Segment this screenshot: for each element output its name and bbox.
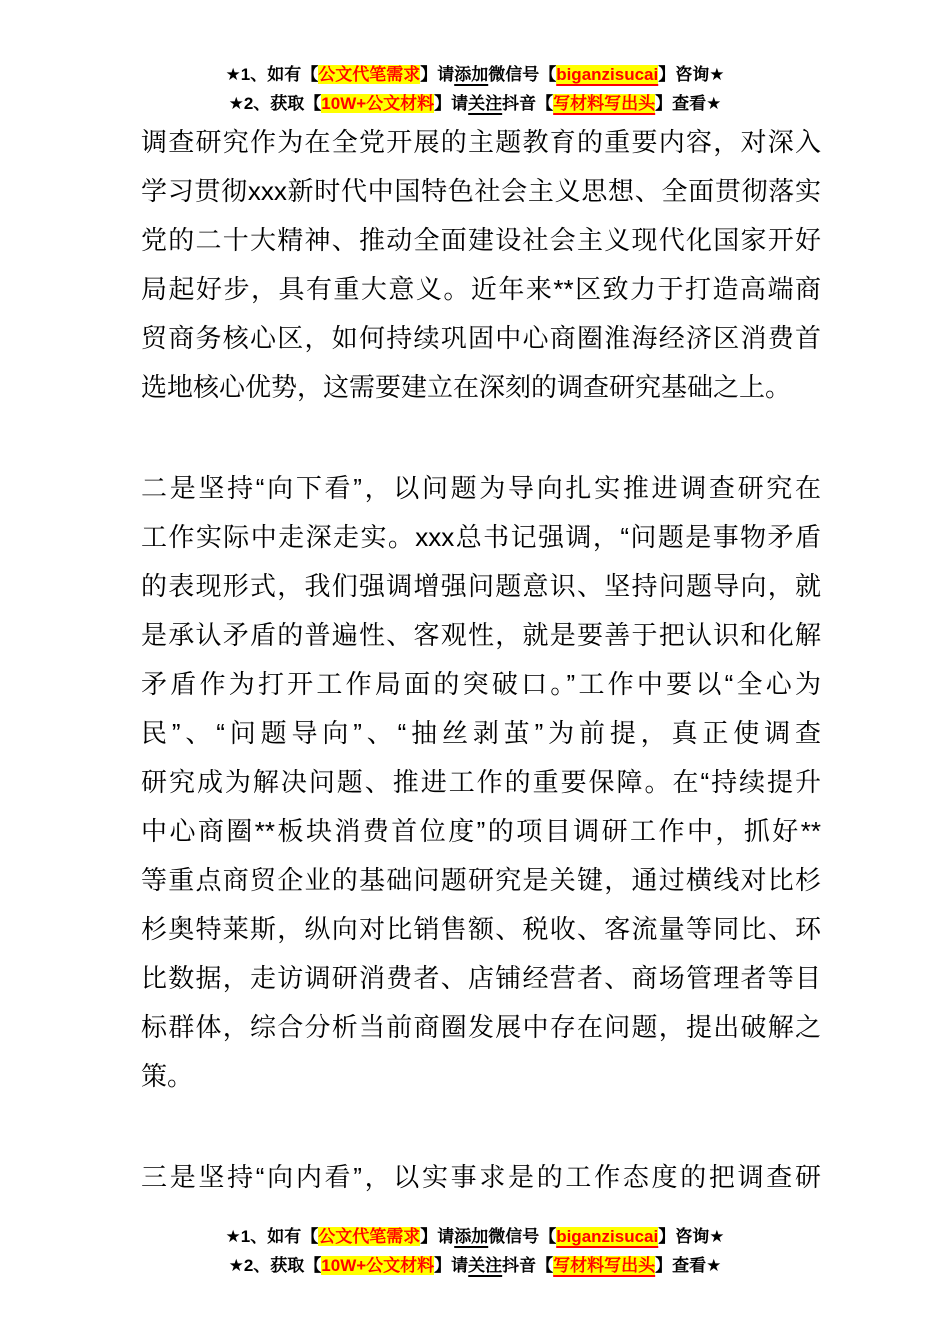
header-ad-line-2 [0, 89, 950, 118]
promo-text: 】请 [420, 65, 455, 84]
add-action-underline: 添加 [454, 65, 489, 84]
text-line: 杉奥特莱斯，纵向对比销售额、税收、客流量等同比、环 [141, 914, 821, 944]
material-highlight: 10W+公文材料 [321, 1256, 435, 1275]
text-line: 的表现形式，我们强调增强问题意识、坚持问题导向，就 [141, 571, 821, 601]
footer-ad-line-2 [0, 1251, 950, 1280]
text-line: 贸商务核心区，如何持续巩固中心商圈淮海经济区消费首 [141, 323, 821, 353]
service-highlight: 公文代笔需求 [318, 1227, 421, 1246]
footer-ad-line-1 [0, 1222, 950, 1251]
paragraph-3 [141, 1153, 821, 1202]
text-line: 研究成为解决问题、推进工作的重要保障。在“持续提升 [141, 767, 821, 797]
promo-prefix: ★2、获取【 [228, 1256, 322, 1275]
text-line: 矛盾作为打开工作局面的突破口。”工作中要以“全心为 [141, 669, 821, 699]
text-line: 三是坚持“向内看”，以实事求是的工作态度的把调查研 [141, 1162, 821, 1192]
header-ad-line-1 [0, 60, 950, 89]
text-line: 民”、“问题导向”、“抽丝剥茧”为前提，真正使调查 [141, 718, 821, 748]
text-line: 比数据，走访调研消费者、店铺经营者、商场管理者等目 [141, 963, 821, 993]
paragraph-1 [141, 118, 821, 412]
text-line: 局起好步，具有重大意义。近年来**区致力于打造高端商 [141, 274, 821, 304]
text-line: 是承认矛盾的普遍性、客观性，就是要善于把认识和化解 [141, 620, 821, 650]
wechat-id-highlight: biganzisucai [556, 65, 659, 84]
service-highlight: 公文代笔需求 [318, 65, 421, 84]
text-line: 中心商圈**板块消费首位度”的项目调研工作中，抓好** [141, 816, 821, 846]
paragraph-2 [141, 464, 821, 1101]
promo-suffix: 】咨询★ [658, 1227, 725, 1246]
text-line: 工作实际中走深走实。xxx总书记强调，“问题是事物矛盾 [141, 522, 821, 552]
text-line: 等重点商贸企业的基础问题研究是关键，通过横线对比杉 [141, 865, 821, 895]
promo-prefix: ★1、如有【 [225, 1227, 319, 1246]
promo-text: 】请 [434, 1256, 469, 1275]
text-line: 二是坚持“向下看”，以问题为导向扎实推进调查研究在 [141, 473, 821, 503]
promo-text: 】请 [420, 1227, 455, 1246]
follow-action-underline: 关注 [468, 1256, 503, 1275]
douyin-label: 抖音【 [502, 94, 554, 113]
document-body [141, 118, 821, 1202]
footer-ad [0, 1222, 950, 1280]
wechat-label: 微信号【 [488, 1227, 557, 1246]
promo-prefix: ★1、如有【 [225, 65, 319, 84]
header-ad [0, 0, 950, 118]
promo-suffix: 】查看★ [655, 94, 722, 113]
text-line: 标群体，综合分析当前商圈发展中存在问题，提出破解之 [141, 1012, 821, 1042]
promo-suffix: 】咨询★ [658, 65, 725, 84]
text-line: 选地核心优势，这需要建立在深刻的调查研究基础之上。 [141, 372, 792, 402]
douyin-name-highlight: 写材料写出头 [553, 94, 656, 113]
douyin-name-highlight: 写材料写出头 [553, 1256, 656, 1275]
text-line: 党的二十大精神、推动全面建设社会主义现代化国家开好 [141, 225, 821, 255]
promo-suffix: 】查看★ [655, 1256, 722, 1275]
material-highlight: 10W+公文材料 [321, 94, 435, 113]
douyin-label: 抖音【 [502, 1256, 554, 1275]
promo-text: 】请 [434, 94, 469, 113]
text-line: 调查研究作为在全党开展的主题教育的重要内容，对深入 [141, 127, 821, 157]
promo-prefix: ★2、获取【 [228, 94, 322, 113]
add-action-underline: 添加 [454, 1227, 489, 1246]
wechat-label: 微信号【 [488, 65, 557, 84]
text-line: 学习贯彻xxx新时代中国特色社会主义思想、全面贯彻落实 [141, 176, 821, 206]
wechat-id-highlight: biganzisucai [556, 1227, 659, 1246]
text-line: 策。 [141, 1061, 194, 1091]
follow-action-underline: 关注 [468, 94, 503, 113]
